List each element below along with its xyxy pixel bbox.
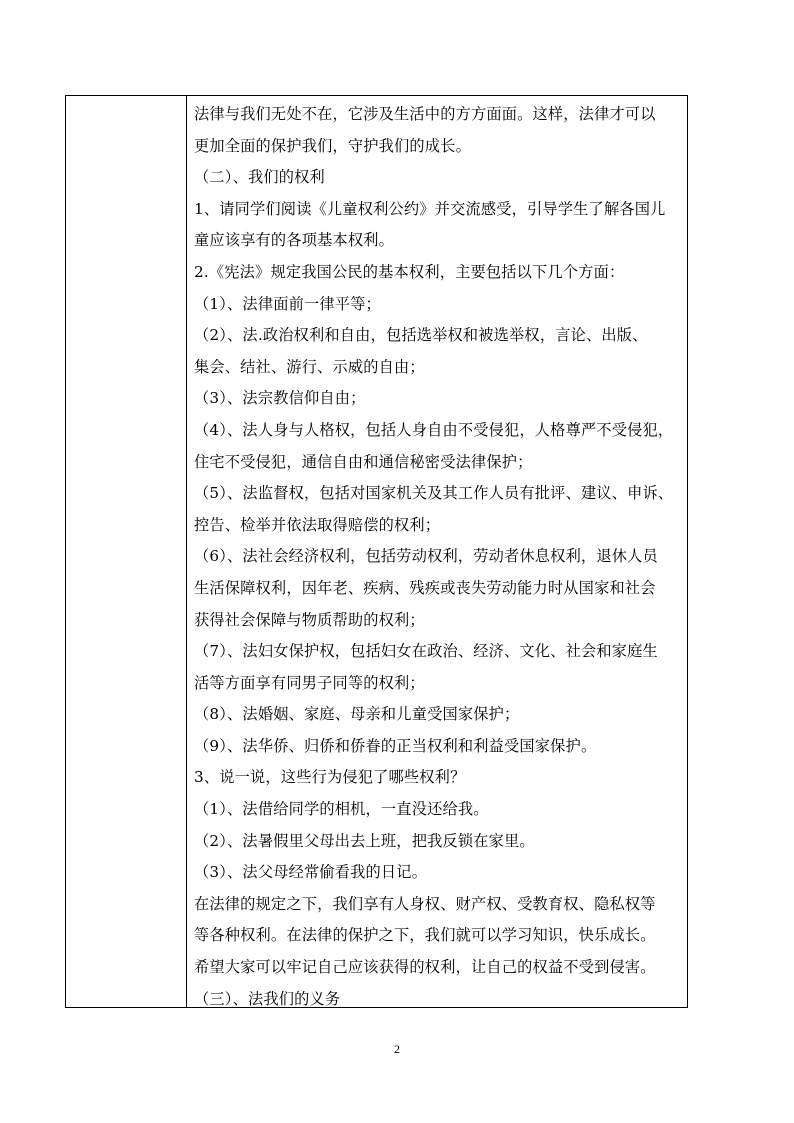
list-item: （3）、法父母经常偷看我的日记。: [194, 863, 428, 882]
text-line: 生活保障权利，因年老、疾病、残疾或丧失劳动能力时从国家和社会: [194, 578, 656, 597]
section-heading: （三）、法我们的义务: [194, 989, 341, 1008]
list-item: （8）、法婚姻、家庭、母亲和儿童受国家保护；: [194, 705, 520, 724]
page-number: 2: [394, 1042, 400, 1056]
list-item: （1）、法借给同学的相机，一直没还给我。: [194, 800, 489, 819]
list-item: （4）、法人身与人格权，包括人身自由不受侵犯，人格尊严不受侵犯，: [194, 420, 674, 439]
list-item: （1）、法律面前一律平等；: [194, 294, 381, 313]
text-line: 2.《宪法》规定我国公民的基本权利，主要包括以下几个方面：: [194, 262, 625, 281]
list-item: （7）、法妇女保护权，包括妇女在政治、经济、文化、社会和家庭生: [194, 642, 658, 661]
list-item: （2）、法.政治权利和自由，包括选举权和被选举权，言论、出版、: [194, 326, 648, 345]
text-line: 在法律的规定之下，我们享有人身权、财产权、受教育权、隐私权等: [194, 894, 656, 913]
section-heading: （二）、我们的权利: [194, 168, 325, 187]
list-item: （2）、法暑假里父母出去上班，把我反锁在家里。: [194, 831, 535, 850]
list-item: （9）、法华侨、归侨和侨眷的正当权利和利益受国家保护。: [194, 736, 597, 755]
list-item: （6）、法社会经济权利，包括劳动权利，劳动者休息权利，退休人员: [194, 547, 658, 566]
text-line: 童应该享有的各项基本权利。: [194, 231, 395, 250]
text-line: 3、说一说，这些行为侵犯了哪些权利？: [194, 768, 466, 787]
table-left-column: [66, 96, 187, 1007]
text-line: 住宅不受侵犯，通信自由和通信秘密受法律保护；: [194, 452, 533, 471]
list-item: （3）、法宗教信仰自由；: [194, 389, 366, 408]
text-line: 法律与我们无处不在，它涉及生活中的方方面面。这样，法律才可以: [194, 105, 656, 123]
list-item: （5）、法监督权，包括对国家机关及其工作人员有批评、建议、申诉、: [194, 484, 674, 503]
text-line: 集会、结社、游行、示威的自由；: [194, 357, 425, 376]
text-line: 1、请同学们阅读《儿童权利公约》并交流感受，引导学生了解各国儿: [194, 199, 666, 218]
text-line: 希望大家可以牢记自己应该获得的权利，让自己的权益不受到侵害。: [194, 958, 656, 977]
text-line: 等各种权利。在法律的保护之下，我们就可以学习知识，快乐成长。: [194, 926, 656, 945]
text-line: 活等方面享有同男子同等的权利；: [194, 673, 425, 692]
text-line: 获得社会保障与物质帮助的权利；: [194, 610, 425, 629]
text-line: 更加全面的保护我们，守护我们的成长。: [194, 136, 471, 155]
text-line: 控告、检举并依法取得赔偿的权利；: [194, 515, 441, 534]
table-right-column: [188, 96, 687, 1007]
content-table: [65, 95, 688, 1008]
